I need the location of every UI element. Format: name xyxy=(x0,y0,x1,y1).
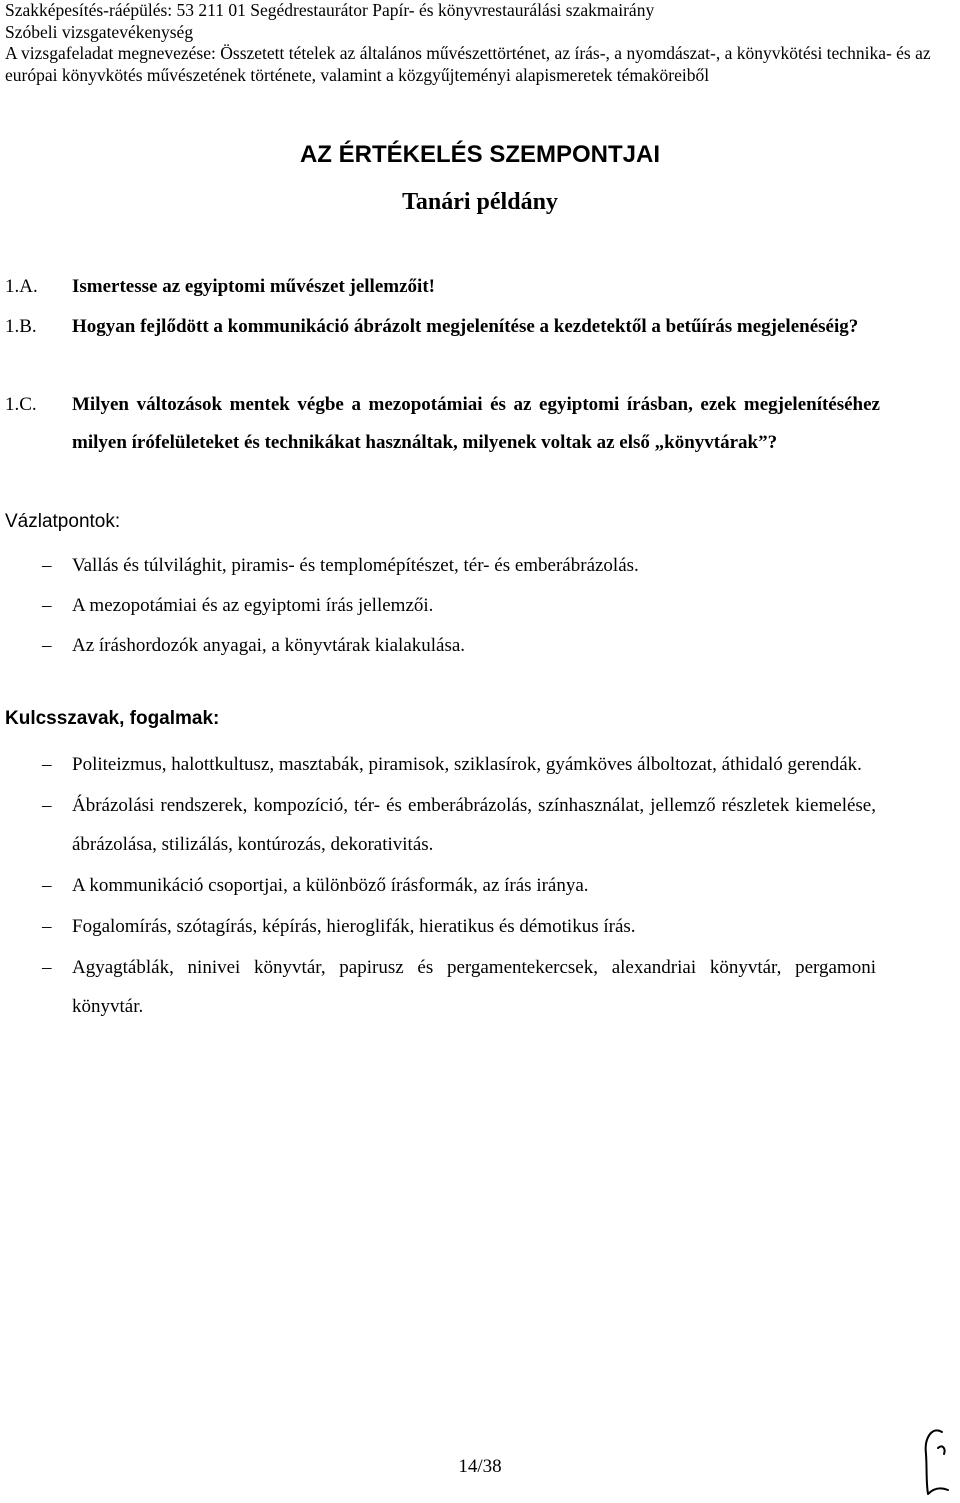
question-1a xyxy=(5,268,880,306)
question-1b xyxy=(5,308,880,346)
dash-bullet: – xyxy=(42,916,52,937)
question-text: Ismertesse az egyiptomi művészet jellemzőit! xyxy=(72,276,435,297)
list-item: – A kommunikáció csoportjai, a különböző írásformák, az írás iránya. xyxy=(5,866,876,905)
list-item: – Politeizmus, halottkultusz, masztabák, piramisok, sziklasírok, gyámköves álboltozat, áthidaló gerendák. xyxy=(5,745,876,784)
dash-bullet: – xyxy=(42,555,52,576)
outline-list xyxy=(5,546,876,666)
dash-bullet: – xyxy=(42,795,52,816)
question-number: 1.B. xyxy=(5,316,37,337)
list-item: – A mezopotámiai és az egyiptomi írás jellemzői. xyxy=(5,586,876,626)
keywords-label: Kulcsszavak, fogalmak: xyxy=(5,708,220,729)
list-item: – Ábrázolási rendszerek, kompozíció, tér- és emberábrázolás, színhasználat, jellemző részletek kiemelése, ábrázolása, stilizálás, kontúrozás, dekorativitás. xyxy=(5,786,876,864)
dash-bullet: – xyxy=(42,875,52,896)
header-qualification: Szakképesítés-ráépülés: 53 211 01 Segédrestaurátor Papír- és könyvrestaurálási szakmairány xyxy=(5,0,655,20)
list-item: – Agyagtáblák, ninivei könyvtár, papirusz és pergamentekercsek, alexandriai könyvtár, pergamoni könyvtár. xyxy=(5,948,876,1026)
dash-bullet: – xyxy=(42,754,52,775)
header-exam-type: Szóbeli vizsgatevékenység xyxy=(5,21,194,42)
dash-bullet: – xyxy=(42,595,52,616)
list-item: – Fogalomírás, szótagírás, képírás, hieroglifák, hieratikus és démotikus írás. xyxy=(5,907,876,946)
question-number: 1.A. xyxy=(5,276,38,297)
question-number: 1.C. xyxy=(5,394,37,415)
dash-bullet: – xyxy=(42,957,52,978)
list-item: – Vallás és túlvilághit, piramis- és templomépítészet, tér- és emberábrázolás. xyxy=(5,546,876,586)
header-task-name: A vizsgafeladat megnevezése: Összetett tételek az általános művészettörténet, az írás-, a nyomdászat-, a könyvkötési technika- és az európai könyvkötés művészetének története, valamint a közgyűjteményi alapismeretek témaköreiből xyxy=(5,43,931,85)
page-number: 14/38 xyxy=(458,1456,502,1477)
handwritten-signature xyxy=(918,1424,952,1500)
list-item: – Az íráshordozók anyagai, a könyvtárak kialakulása. xyxy=(5,626,876,666)
keywords-list xyxy=(5,745,876,1028)
question-1c xyxy=(5,386,880,462)
question-text: Hogyan fejlődött a kommunikáció ábrázolt megjelenítése a kezdetektől a betűírás megjelenéséig? xyxy=(72,316,859,337)
dash-bullet: – xyxy=(42,635,52,656)
outline-label: Vázlatpontok: xyxy=(5,511,121,532)
question-text: Milyen változások mentek végbe a mezopotámiai és az egyiptomi írásban, ezek megjelenítéséhez milyen írófelületeket és technikákat használtak, milyenek voltak az első „könyvtárak”? xyxy=(72,394,880,453)
page-title: AZ ÉRTÉKELÉS SZEMPONTJAI xyxy=(299,141,661,168)
page-subtitle: Tanári példány xyxy=(402,189,558,215)
document-header xyxy=(5,0,950,86)
